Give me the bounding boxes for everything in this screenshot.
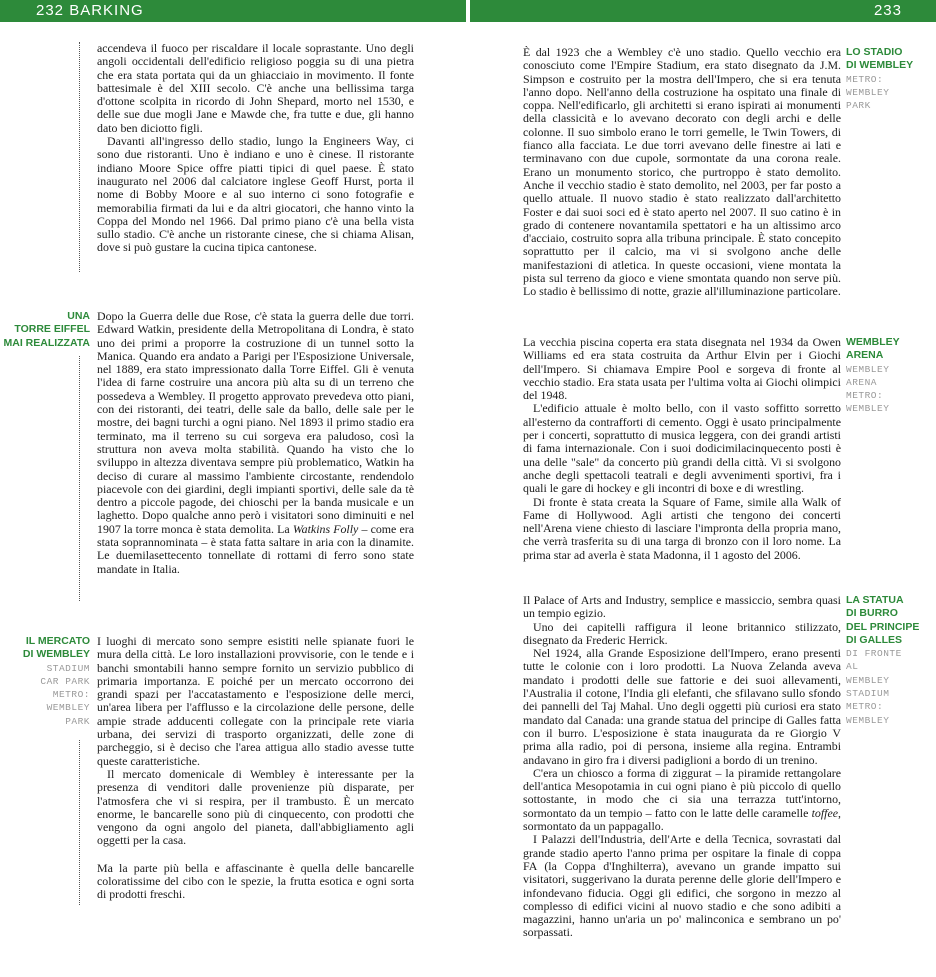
paragraph: I luoghi di mercato sono sempre esistiti nelle spianate fuori le mura della città. Le loro installazioni provvisorie, con le tende e i banchi smontabili hanno sempre fornito un servizio pubblico di primaria importanza. E poiché per un mercato occorrono dei grandi spazi per l'accatastamento e l'esposizione delle merci, un'area libera per l'afflusso e la circolazione delle persone, delle ampie strade adducenti collegate con la principale rete viaria urbana, dei servizi di trasporto organizzati, delle zone di parcheggio, si è deciso che l'area attigua allo stadio avesse tutte queste caratteristiche. (97, 634, 414, 768)
paragraph: Nel 1924, alla Grande Esposizione dell'Impero, erano presenti tutte le colonie con i loro prodotti. La Nuova Zelanda aveva mandato i prodotti delle sue fattorie e dei suoi allevamenti, l'Australia il cotone, l'India gli elefanti, che sfilavano sullo sfondo dei pannelli del Taj Mahal. Uno degli oggetti più curiosi era stato mandato dal Canada: una grande statua del principe di Galles fatta con il burro. L'esposizione è stata inaugurata da re Giorgio V prima alla radio, poi di persona, insieme alla regina. Entrambi andavano in giro fra i diversi padiglioni a bordo di un trenino. (523, 646, 841, 767)
right-page-header (470, 0, 936, 22)
sidebar-stadio (846, 46, 936, 112)
margin-dotted-line (79, 356, 80, 601)
location-tag: STADIUM (846, 688, 890, 700)
section-mercato (97, 635, 414, 902)
left-page-title: BARKING (69, 2, 144, 19)
paragraph: Dopo la Guerra delle due Rose, c'è stata la guerra delle due torri. Edward Watkin, presidente della Metropolitana di Londra, è stato uno dei primi a proporre la costruzione di un tunnel sotto la Manica. Quando era andato a Parigi per l'Esposizione Universale, nel 1889, era stato impressionato dalla Torre Eiffel. Gli è venuta l'idea di farne costruire una ancora più alta su di un terreno che possedeva a Wembley. Il progetto approvato prevedeva otto piani, con dei ristoranti, dei teatri, delle sale da ballo, delle sale per le mostre, dei bagni turchi a ogni piano. Nel 1893 il primo stadio era terminato, ma il terreno su cui sorgeva era paludoso, così la struttura non aveva molta stabilità. Quando ha visto che lo sviluppo in altezza diventava sempre più problematico, Watkin ha deciso di curare al massimo l'ambiente circostante, rendendolo piacevole con dei giardini, degli impianti sportivi, delle sale da tè dentro a piccole pagode, dei chioschi per la banda musicale e un laghetto. Dopo qualche anno però i visitatori sono diminuiti e nel 1907 la torre monca è stata demolita. La Watkins Folly – come era stata soprannominata – è stata fatta saltare in aria con la dinamite. Le duemilasettecento tonnellate di rottami di ferro sono state mandate in Italia. (97, 309, 414, 576)
location-tag: WEMBLEY (846, 674, 890, 686)
location-tag: CAR PARK (40, 675, 90, 687)
section-arena (523, 336, 841, 562)
location-tag: WEMBLEY (846, 714, 890, 726)
paragraph: Il Palace of Arts and Industry, semplice e massiccio, sembra quasi un tempio egizio. (523, 593, 841, 621)
section-heading: LO STADIO (846, 46, 903, 58)
left-page-header (0, 0, 466, 22)
section-heading: WEMBLEY (846, 336, 900, 348)
paragraph: Ma la parte più bella e affascinante è quella delle bancarelle coloratissime del cibo con le spezie, la frutta esotica e ogni sorta di prodotti freschi. (97, 860, 414, 902)
location-tag: METRO: (52, 689, 90, 701)
location-tag: ARENA (846, 376, 878, 388)
location-tag: WEMBLEY (846, 363, 890, 375)
section-heading: DI WEMBLEY (846, 59, 914, 72)
location-tag: PARK (846, 100, 871, 112)
sidebar-torre-eiffel (0, 310, 90, 350)
paragraph: Di fronte è stata creata la Square of Fame, simile alla Walk of Fame di Hollywood. Agli artisti che tengono dei concerti nell'Arena viene chiesto di lasciare l'impronta della propria mano, che verrà trasferita su di una targa di bronzo con il loro nome. La prima star ad averla è stata Madonna, il 1 agosto del 2006. (523, 494, 841, 562)
right-page-number: 233 (873, 2, 902, 19)
location-tag: STADIUM (46, 662, 90, 674)
sidebar-arena (846, 336, 936, 416)
paragraph: Il mercato domenicale di Wembley è interessante per la presenza di venditori dalle provenienze più disparate, per l'atmosfera che vi si respira, per il trambusto. È un mercato enorme, le bancarelle sono più di cinquecento, con prodotti che vengono da ogni angolo del pianeta, dall'abbigliamento agli oggetti per la casa. (97, 766, 414, 848)
margin-dotted-line (79, 42, 80, 272)
location-tag: PARK (65, 715, 90, 727)
paragraph: È dal 1923 che a Wembley c'è uno stadio. Quello vecchio era conosciuto come l'Empire Stadium, era stato disegnato da J.M. Simpson e costruito per la mostra dell'Impero, che si era tenuta l'anno dopo. Nell'anno della costruzione ha ospitato una finale di coppa. Nell'edificarlo, gli architetti si erano ispirati ai monumenti della classicità e lo avevano decorato con degli archi e delle colonne. Il suo simbolo erano le torri gemelle, le Twin Towers, di fianco alla facciata. Le due torri avevano delle finestre ai lati e terminavano con due cupole, sormontate da una corona reale. Erano un monumento storico, che purtroppo è stato demolito. Anche il vecchio stadio è stato demolito, nel 2003, per far posto a quello attuale. Il nuovo stadio è stato realizzato dall'architetto Foster e dai suoi soci ed è stato aperto nel 2007. Il suo catino è in grado di contenere novantamila spettatori e ha un altissimo arco d'acciaio, costruito sopra alla tribuna principale. È stato concepito soprattutto per il calcio, ma vi si svolgono anche delle manifestazioni di atletica. In queste occasioni, viene montata la pista sul terreno da gioco e viene smontata quando non serve più. Lo stadio è bellissimo di notte, grazie all'illuminazione particolare. (523, 45, 841, 299)
sidebar-statua (846, 594, 936, 727)
location-tag: AL (846, 661, 859, 673)
italic-word: toffee (811, 805, 839, 820)
margin-dotted-line (79, 740, 80, 905)
location-tag: WEMBLEY (46, 702, 90, 714)
paragraph: I Palazzi dell'Industria, dell'Arte e della Tecnica, sovrastati dal grande stadio aperto l'anno prima per ospitare la finale di coppa FA (la Coppa d'Inghilterra), avevano un grande impatto sui visitatori, suggerivano la durata perenne delle glorie dell'Impero e infondevano fiducia. Oggi gli edifici, che sorgono in mezzo al complesso di edifici vicini al nuovo stadio e che sono adibiti a magazzini, hanno un'aria un po' malinconica e sembrano un po' sorpassati. (523, 832, 841, 940)
paragraph: Davanti all'ingresso dello stadio, lungo la Engineers Way, ci sono due ristoranti. Uno è indiano e uno è cinese. Il ristorante indiano Moore Spice offre piatti tipici di quel paese. È stato inaugurato nel 2006 dal calciatore inglese Geoff Hurst, porta il nome di Bobby Moore e al suo interno ci sono fotografie e memorabilia firmati da lui e da altri giocatori, che hanno vinto la Coppa del Mondo nel 1966. Dal primo piano c'è una bella vista sullo stadio. C'è anche un ristorante cinese, che si chiama Alisan, dove si può gustare la cucina tipica cantonese. (97, 134, 414, 255)
section-torre-eiffel (97, 310, 414, 576)
section-heading: ARENA (846, 349, 884, 362)
section-heading: DI GALLES (846, 633, 903, 646)
section-stadio (523, 46, 841, 299)
location-tag: METRO: (846, 390, 884, 402)
paragraph: La vecchia piscina coperta era stata disegnata nel 1934 da Owen Williams ed era stata costruita da Arthur Elvin per i Giochi dell'Impero. Si chiamava Empire Pool e sorgeva di fronte al vecchio stadio. Era stata usata per l'ultima volta ai Giochi olimpici del 1948. (523, 335, 841, 403)
section-heading: DI BURRO (846, 607, 898, 620)
section-heading: LA STATUA (846, 594, 904, 606)
section-heading: MAI REALIZZATA (3, 336, 90, 349)
sidebar-mercato (0, 635, 90, 728)
location-tag: WEMBLEY (846, 86, 890, 98)
section-heading: DI WEMBLEY (22, 648, 90, 661)
section-heading: DEL PRINCIPE (846, 620, 920, 633)
location-tag: DI FRONTE (846, 648, 902, 660)
section-heading: UNA (67, 310, 90, 322)
left-page-number: 232 (36, 2, 65, 19)
location-tag: METRO: (846, 701, 884, 713)
location-tag: WEMBLEY (846, 403, 890, 415)
section-heading: IL MERCATO (25, 635, 90, 647)
italic-title: Watkins Folly (292, 521, 359, 536)
paragraph: L'edificio attuale è molto bello, con il vasto soffitto sorretto all'esterno da contrafforti di cemento. Oggi è usato principalmente per i concerti, soprattutto di musica leggera, con dei grandi artisti di fama internazionale. Con i suoi dodicimilacinquecento posti è una delle "sale" da concerto più grandi della città. Vi si svolgono anche degli spettacoli teatrali e degli avvenimenti sportivi, fra i quali le gare di hockey e gli incontri di boxe e di wrestling. (523, 401, 841, 496)
left-intro (97, 42, 414, 255)
paragraph: Uno dei capitelli raffigura il leone britannico stilizzato, disegnato da Frederic Herrick. (523, 619, 841, 647)
paragraph: C'era un chiosco a forma di ziggurat – la piramide rettangolare dell'antica Mesopotamia in cui ogni piano è più piccolo di quello sottostante, in modo che ci sia una terrazza tutt'intorno, sormontato da un tempio – fatto con le latte delle caramelle toffee, sormontato da un pappagallo. (523, 765, 841, 834)
section-heading: TORRE EIFFEL (14, 323, 90, 336)
section-statua (523, 594, 841, 940)
paragraph: accendeva il fuoco per riscaldare il locale soprastante. Uno degli angoli occidentali dell'edificio religioso poggia su di una pietra che era stata portata qui da un ghiacciaio in movimento. Il fonte battesimale è del XIII secolo. C'è anche una bellissima targa d'ottone scolpita in ricordo di John Shepard, morto nel 1530, e delle sue due mogli Jane e Mawde che, fra tutte e due, gli hanno dato ben diciotto figli. (97, 41, 414, 135)
location-tag: METRO: (846, 73, 884, 85)
